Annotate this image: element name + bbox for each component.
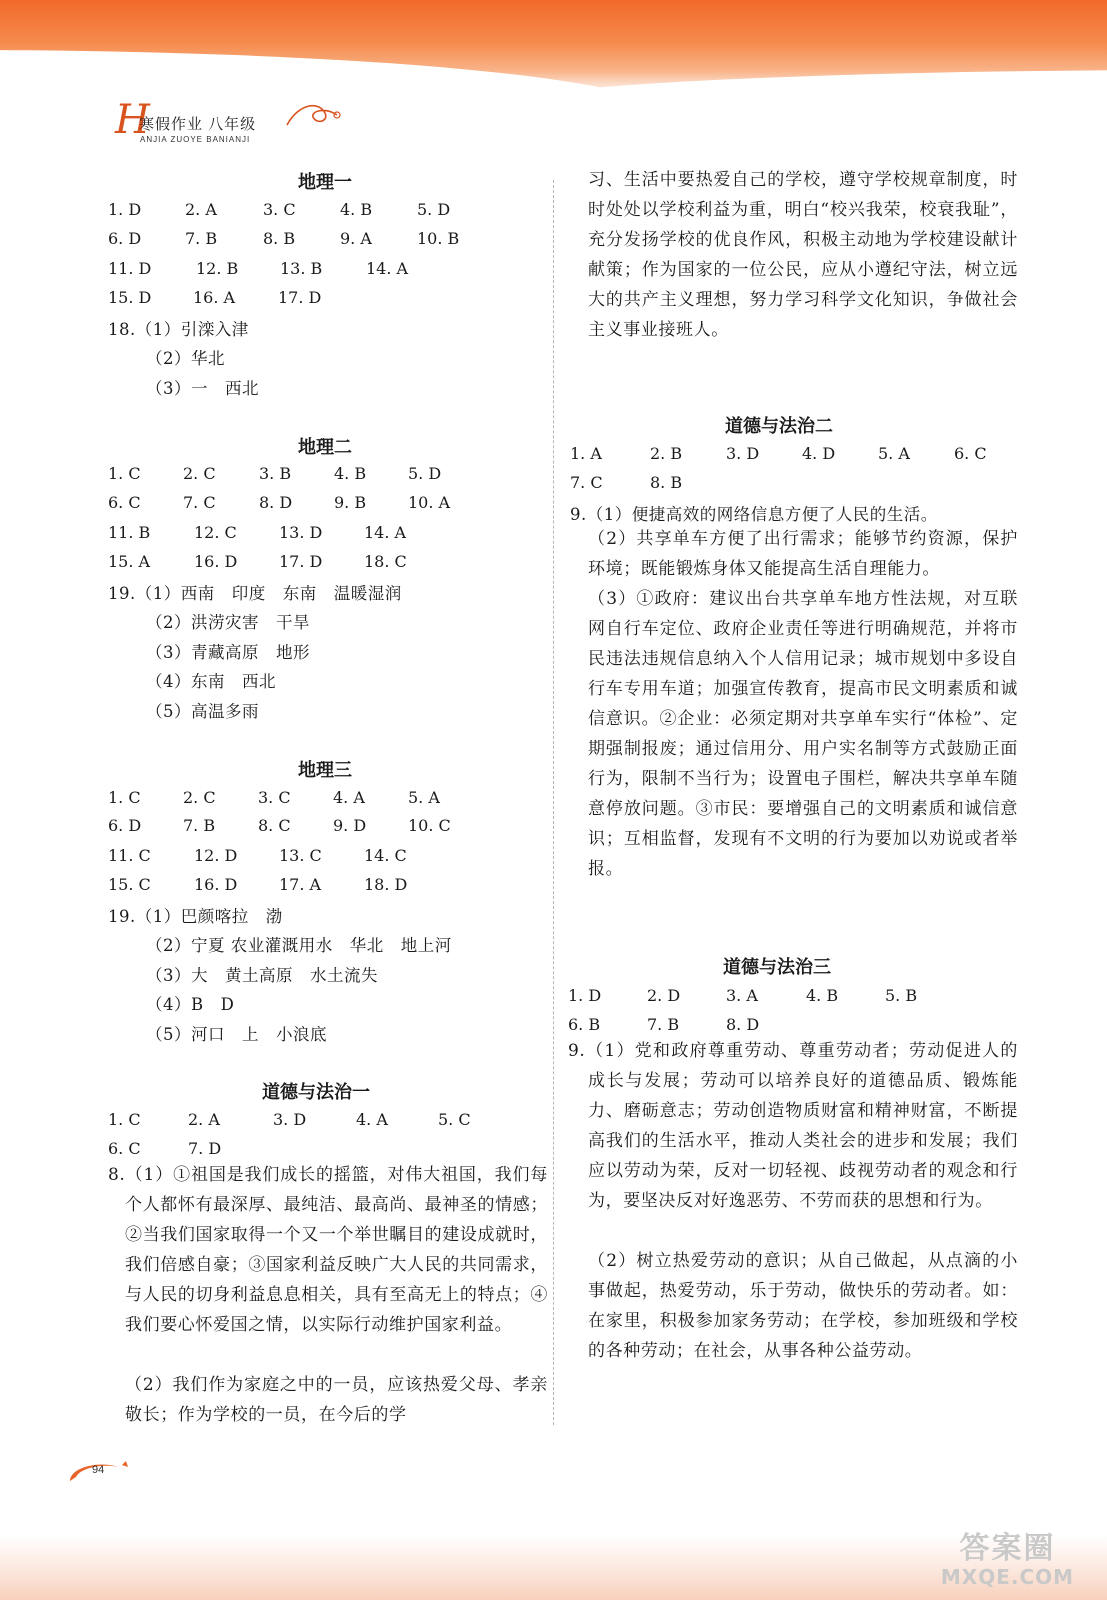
answer-item: 5. B (885, 986, 918, 1005)
header-title: 寒假作业 八年级 (139, 116, 257, 133)
answer-item: 4. D (802, 444, 836, 463)
answer-item: 3. C (263, 200, 296, 219)
answer-item: 7. D (188, 1139, 222, 1158)
answer-line: （5）高温多雨 (146, 702, 259, 721)
answer-item: 3. D (726, 444, 760, 463)
answer-item: 15. C (108, 875, 151, 894)
answer-item: 4. B (806, 986, 839, 1005)
answer-item: 16. D (194, 552, 238, 571)
answer-item: 7. C (570, 473, 603, 492)
answer-item: 12. C (194, 523, 237, 542)
section-title-moral3: 道德与法治三 (723, 957, 831, 978)
swirl-decoration-icon (285, 99, 345, 133)
answer-item: 1. C (108, 464, 141, 483)
answer-item: 2. C (183, 464, 216, 483)
answer-item: 10. C (408, 816, 451, 835)
answer-line: （3）一 西北 (146, 379, 259, 398)
answer-item: 10. A (408, 493, 451, 512)
answer-line: （5）河口 上 小浪底 (146, 1025, 327, 1044)
answer-line: 9.（1）便捷高效的网络信息方便了人民的生活。 (570, 505, 938, 524)
answer-paragraph: （2）共享单车方便了出行需求；能够节约资源，保护环境；既能锻炼身体又能提高生活自理能力。 (588, 529, 1018, 579)
answer-line: 18.（1）引滦入津 (108, 320, 249, 339)
answer-paragraph: 8.（1）①祖国是我们成长的摇篮，对伟大祖国，我们每个人都怀有最深厚、最纯洁、最高尚、最神圣的情感；②当我们国家取得一个又一个举世瞩目的建设成就时，我们倍感自豪；③国家利益反映广大人民的共同需求，与人民的切身利益息息相关，具有至高无上的特点；④我们要心怀爱国之情，以实际行动维护国家利益。 (108, 1165, 548, 1335)
answer-paragraph: 9.（1）党和政府尊重劳动、尊重劳动者；劳动促进人的成长与发展；劳动可以培养良好的道德品质、锻炼能力、磨砺意志；劳动创造物质财富和精神财富，不断提高我们的生活水平，推动人类社会的进步和发展；我们应以劳动为荣，反对一切轻视、歧视劳动者的观念和行为，要坚决反对好逸恶劳、不劳而获的思想和行为。 (568, 1041, 1018, 1211)
answer-item: 12. B (196, 259, 239, 278)
logo-letter: H (115, 97, 150, 143)
answer-paragraph: （3）①政府：建议出台共享单车地方性法规，对互联网自行车定位、政府企业责任等进行明确规范，并将市民违法违规信息纳入个人信用记录；城市规划中多设自行车专用车道；加强宣传教育，提高市民文明素质和诚信意识。②企业：必须定期对共享单车实行“体检”、定期强制报废；通过信用分、用户实名制等方式鼓励正面行为，限制不当行为；设置电子围栏，解决共享单车随意停放问题。③市民：要增强自己的文明素质和诚信意识；互相监督，发现有不文明的行为要加以劝说或者举报。 (588, 589, 1018, 879)
answer-item: 1. C (108, 1110, 141, 1129)
answer-item: 9. A (340, 229, 372, 248)
answer-line: （4）东南 西北 (146, 672, 276, 691)
answer-item: 15. D (108, 288, 152, 307)
section-title-geo3: 地理三 (298, 760, 352, 781)
answer-item: 6. C (108, 493, 141, 512)
answer-item: 13. B (280, 259, 323, 278)
answer-line: （4）B D (146, 995, 235, 1014)
answer-item: 17. D (278, 288, 322, 307)
answer-item: 6. D (108, 816, 142, 835)
answer-item: 6. C (954, 444, 987, 463)
answer-item: 12. D (194, 846, 238, 865)
answer-item: 7. C (183, 493, 216, 512)
section-title-moral2: 道德与法治二 (725, 416, 833, 437)
answer-item: 1. D (108, 200, 142, 219)
header-logo (115, 97, 375, 153)
answer-item: 8. C (258, 816, 291, 835)
answer-item: 4. A (356, 1110, 388, 1129)
answer-item: 8. B (263, 229, 296, 248)
answer-item: 15. A (108, 552, 151, 571)
answer-item: 5. D (408, 464, 442, 483)
band-wave-right (500, 70, 1107, 110)
watermark-logo-text: 答案圈 (959, 1531, 1056, 1566)
answer-item: 6. B (568, 1015, 601, 1034)
answer-line: （2）华北 (146, 349, 225, 368)
site-watermark (920, 1532, 1095, 1594)
answer-item: 2. A (185, 200, 217, 219)
answer-item: 2. B (650, 444, 683, 463)
answer-item: 3. C (258, 788, 291, 807)
answer-item: 14. C (364, 846, 407, 865)
answer-item: 6. D (108, 229, 142, 248)
answer-item: 18. C (364, 552, 407, 571)
answer-item: 11. B (108, 523, 151, 542)
answer-item: 17. A (279, 875, 322, 894)
answer-item: 7. B (183, 816, 216, 835)
answer-item: 8. D (259, 493, 293, 512)
answer-item: 5. D (417, 200, 451, 219)
section-title-moral1: 道德与法治一 (262, 1082, 370, 1103)
answer-item: 8. B (650, 473, 683, 492)
section-title-geo2: 地理二 (298, 437, 352, 458)
answer-item: 1. A (570, 444, 602, 463)
answer-item: 7. B (185, 229, 218, 248)
answer-item: 13. D (279, 523, 323, 542)
answer-paragraph: 习、生活中要热爱自己的学校，遵守学校规章制度，时时处处以学校利益为重，明白“校兴我荣，校衰我耻”，充分发扬学校的优良作风，积极主动地为学校建设献计献策；作为国家的一位公民，应从小遵纪守法，树立远大的共产主义理想，努力学习科学文化知识，争做社会主义事业接班人。 (588, 170, 1018, 340)
answer-item: 3. A (726, 986, 758, 1005)
answer-item: 2. C (183, 788, 216, 807)
answer-item: 5. A (408, 788, 440, 807)
answer-item: 2. A (188, 1110, 220, 1129)
answer-item: 11. D (108, 259, 152, 278)
answer-item: 14. A (366, 259, 409, 278)
answer-item: 13. C (279, 846, 322, 865)
section-title-geo1: 地理一 (298, 172, 352, 193)
answer-item: 16. D (194, 875, 238, 894)
answer-item: 16. A (193, 288, 236, 307)
answer-item: 3. D (273, 1110, 307, 1129)
watermark-url: MXQE.COM (940, 1565, 1075, 1589)
answer-line: 19.（1）西南 印度 东南 温暖湿润 (108, 584, 402, 603)
answer-item: 10. B (417, 229, 460, 248)
answer-item: 1. C (108, 788, 141, 807)
answer-item: 11. C (108, 846, 151, 865)
answer-item: 8. D (726, 1015, 760, 1034)
answer-item: 4. B (334, 464, 367, 483)
top-decorative-band (0, 0, 1107, 95)
answer-line: （2）宁夏 农业灌溉用水 华北 地上河 (146, 936, 452, 955)
answer-line: （2）洪涝灾害 干旱 (146, 613, 310, 632)
answer-paragraph: （2）我们作为家庭之中的一员，应该热爱父母、孝亲敬长；作为学校的一员，在今后的学 (125, 1375, 548, 1425)
page-number: 94 (92, 1464, 105, 1476)
answer-item: 9. D (333, 816, 367, 835)
column-divider (553, 180, 554, 1425)
answer-item: 17. D (279, 552, 323, 571)
answer-item: 9. B (334, 493, 367, 512)
answer-item: 2. D (647, 986, 681, 1005)
answer-item: 3. B (259, 464, 292, 483)
answer-item: 7. B (647, 1015, 680, 1034)
answer-item: 14. A (364, 523, 407, 542)
answer-item: 1. D (568, 986, 602, 1005)
answer-item: 18. D (364, 875, 408, 894)
answer-item: 5. A (878, 444, 910, 463)
answer-line: （3）大 黄土高原 水土流失 (146, 966, 378, 985)
answer-item: 5. C (438, 1110, 471, 1129)
answer-item: 4. B (340, 200, 373, 219)
answer-item: 4. A (333, 788, 365, 807)
answer-line: 19.（1）巴颜喀拉 渤 (108, 907, 283, 926)
answer-line: （3）青藏高原 地形 (146, 643, 310, 662)
page-number-badge (62, 1455, 142, 1489)
answer-item: 6. C (108, 1139, 141, 1158)
header-subtitle: ANJIA ZUOYE BANIANJI (140, 135, 251, 144)
answer-paragraph: （2）树立热爱劳动的意识；从自己做起，从点滴的小事做起，热爱劳动，乐于劳动，做快乐的劳动者。如：在家里，积极参加家务劳动；在学校，参加班级和学校的各种劳动；在社会，从事各种公益劳动。 (588, 1251, 1018, 1361)
